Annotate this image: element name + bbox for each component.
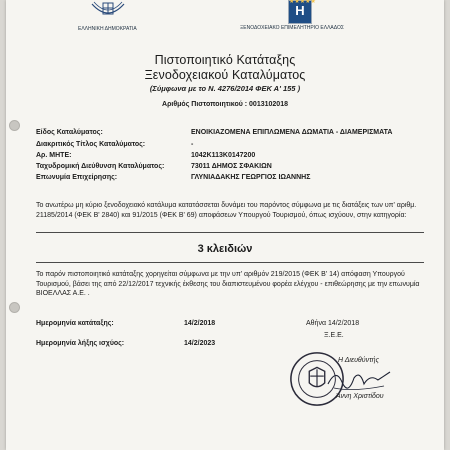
handwritten-signature xyxy=(324,364,394,394)
signature-org: Ξ.Ε.Ε. xyxy=(324,332,344,339)
classification-paragraph: Το ανωτέρω μη κύριο ξενοδοχειακό κατάλυμα κατατάσσεται δυνάμει του παρόντος σύμφωνα με τις διατάξεις των υπ' αριθμ. 21185/2014 (ΦΕΚ Β' 2840) και 91/2015 (ΦΕΚ Β' 69) αποφάσεων Υπουργού Τουρισμού, όπως ισχύουν, στην κατηγορία: xyxy=(36,202,417,219)
issue-date-value: 14/2/2018 xyxy=(184,320,216,327)
signature-name: Άννη Χριστίδου xyxy=(336,393,384,400)
title-law-reference: (Σύμφωνα με το Ν. 4276/2014 ΦΕΚ Α' 155 ) xyxy=(149,84,301,93)
issue-date-label: Ημερομηνία κατάταξης: xyxy=(36,320,114,327)
punch-hole-top xyxy=(9,120,20,131)
field-label-business-name: Επωνυμία Επιχείρησης: xyxy=(36,174,118,181)
title-line-2: Ξενοδοχειακού Καταλύματος xyxy=(144,68,306,82)
hotel-chamber-logo-letter: H xyxy=(295,3,305,18)
field-value-type: ΕΝΟΙΚΙΑΖΟΜΕΝΑ ΕΠΙΠΛΩΜΕΝΑ ΔΩΜΑΤΙΑ - ΔΙΑΜΕΡΙΣΜΑΤΑ xyxy=(191,129,393,136)
certificate-page xyxy=(6,0,444,450)
star-icon: ★★★★★ xyxy=(289,0,316,5)
certificate-number: Αριθμός Πιστοποιητικού : 0013102018 xyxy=(162,101,288,108)
field-value-address: 73011 ΔΗΜΟΣ ΣΦΑΚΙΩΝ xyxy=(191,163,272,170)
divider-top xyxy=(36,232,424,233)
field-value-mhte: 1042K113K0147200 xyxy=(191,152,256,159)
signature-place-date: Αθήνα 14/2/2018 xyxy=(306,320,360,327)
punch-hole-bottom xyxy=(9,302,20,313)
signature-role: Η Διευθύντής xyxy=(338,357,379,364)
left-logo-caption: ΕΛΛΗΝΙΚΗ ΔΗΜΟΚΡΑΤΙΑ xyxy=(78,26,137,32)
expiry-date-value: 14/2/2023 xyxy=(184,340,216,347)
field-label-type: Είδος Καταλύματος: xyxy=(36,129,103,136)
field-label-address: Ταχυδρομική Διεύθυνση Καταλύματος: xyxy=(36,163,165,170)
field-label-mhte: Αρ. ΜΗΤΕ: xyxy=(36,152,72,159)
field-value-title: - xyxy=(191,141,194,148)
category-value: 3 κλειδιών xyxy=(197,243,253,255)
divider-bottom xyxy=(36,262,424,263)
field-label-title: Διακριτικός Τίτλος Καταλύματος: xyxy=(36,141,146,148)
right-logo-caption: ΞΕΝΟΔΟΧΕΙΑΚΟ ΕΠΙΜΕΛΗΤΗΡΙΟ ΕΛΛΑΔΟΣ xyxy=(240,25,344,31)
title-line-1: Πιστοποιητικό Κατάταξης xyxy=(154,53,296,67)
expiry-date-label: Ημερομηνία λήξης ισχύος: xyxy=(36,340,125,347)
hotel-chamber-logo xyxy=(288,0,316,24)
greek-republic-emblem xyxy=(84,0,132,28)
field-value-business-name: ΓΛΥΝΙΑΔΑΚΗΣ ΓΕΩΡΓΙΟΣ ΙΩΑΝΝΗΣ xyxy=(191,174,311,181)
grant-paragraph: Το παρόν πιστοποιητικό κατάταξης χορηγείται σύμφωνα με την υπ' αριθμόν 219/2015 (ΦΕΚ Β' 14) απόφαση Υπουργού Τουρισμού, βάσει της από 22/12/2017 τεχνικής έκθεσης του διαπιστευμένου φορέα ελέγχου - επιθεώρησης με την επωνυμία ΒΙΟΕΛΛΑΣ Α.Ε. . xyxy=(36,271,420,297)
